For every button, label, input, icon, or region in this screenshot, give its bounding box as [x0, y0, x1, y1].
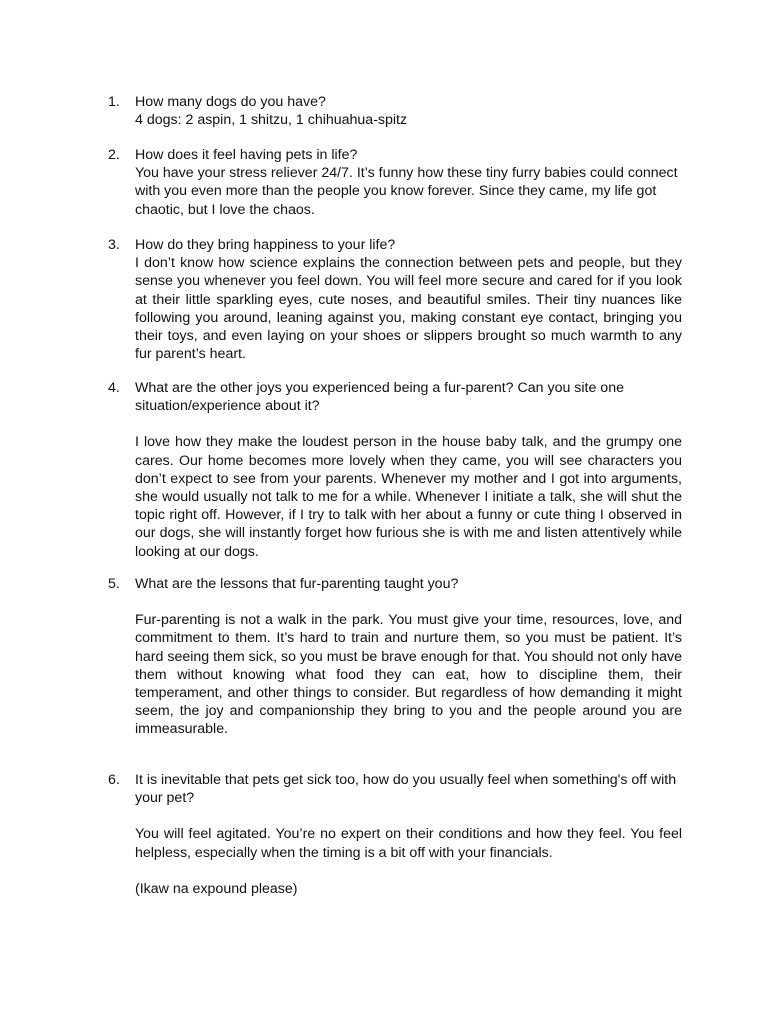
- question-item-3: [108, 236, 682, 363]
- question-text: It is inevitable that pets get sick too, how do you usually feel when something's off with your pet?: [135, 772, 677, 807]
- answer-text: I love how they make the loudest person in the house baby talk, and the grumpy one cares. Our home becomes more lovely when they came, you will see characters you don’t expect to see from your parents. Whenever my mother and I got into arguments, she would usually not talk to me for a while. Whenever I initiate a talk, she will shut the topic right off. However, if I try to talk with her about a funny or cute thing I observed in our dogs, she will instantly forget how furious she is with me and listen attentively while looking at our dogs.: [135, 434, 682, 560]
- question-text: What are the other joys you experienced being a fur-parent? Can you site one situation/experience about it?: [135, 380, 624, 415]
- item-number: 4.: [108, 380, 120, 396]
- question-item-4: [108, 379, 682, 561]
- item-number: 2.: [108, 147, 120, 163]
- item-number: 6.: [108, 772, 120, 788]
- question-item-5: [108, 575, 682, 739]
- question-text: How does it feel having pets in life?: [135, 147, 358, 163]
- question-item-6: [108, 771, 682, 898]
- note-text: (Ikaw na expound please): [135, 880, 298, 897]
- question-item-2: [108, 146, 682, 219]
- item-number: 1.: [108, 94, 120, 110]
- question-text: How many dogs do you have?: [135, 94, 326, 110]
- answer-text: I don’t know how science explains the connection between pets and people, but they sense you whenever you feel down. You will feel more secure and cared for if you look at their little sparkling eyes, cute noses, and beautiful smiles. Their tiny nuances like following you around, leaning against you, making constant eye contact, bringing you their toys, and even laying on your shoes or slippers brought so much warmth to any fur parent’s heart.: [135, 255, 682, 363]
- answer-text: You will feel agitated. You’re no expert on their conditions and how they feel. You feel helpless, especially when the timing is a bit off with your financials.: [135, 826, 682, 861]
- item-number: 3.: [108, 237, 120, 253]
- question-text: How do they bring happiness to your life?: [135, 237, 396, 253]
- answer-text: Fur-parenting is not a walk in the park. You must give your time, resources, love, and commitment to them. It’s hard to train and nurture them, so you must be patient. It’s hard seeing them sick, so you must be brave enough for that. You should not only have them without knowing what food they can eat, how to discipline them, their temperament, and other things to consider. But regardless of how demanding it might seem, the joy and companionship they bring to you and the people around you are immeasurable.: [135, 612, 682, 738]
- question-text: What are the lessons that fur-parenting taught you?: [135, 576, 459, 592]
- question-item-1: [108, 93, 682, 129]
- item-number: 5.: [108, 576, 120, 592]
- answer-text: You have your stress reliever 24/7. It’s funny how these tiny furry babies could connect with you even more than the people you know forever. Since they came, my life got chaotic, but I love the chaos.: [135, 165, 678, 218]
- answer-text: 4 dogs: 2 aspin, 1 shitzu, 1 chihuahua-spitz: [135, 112, 408, 129]
